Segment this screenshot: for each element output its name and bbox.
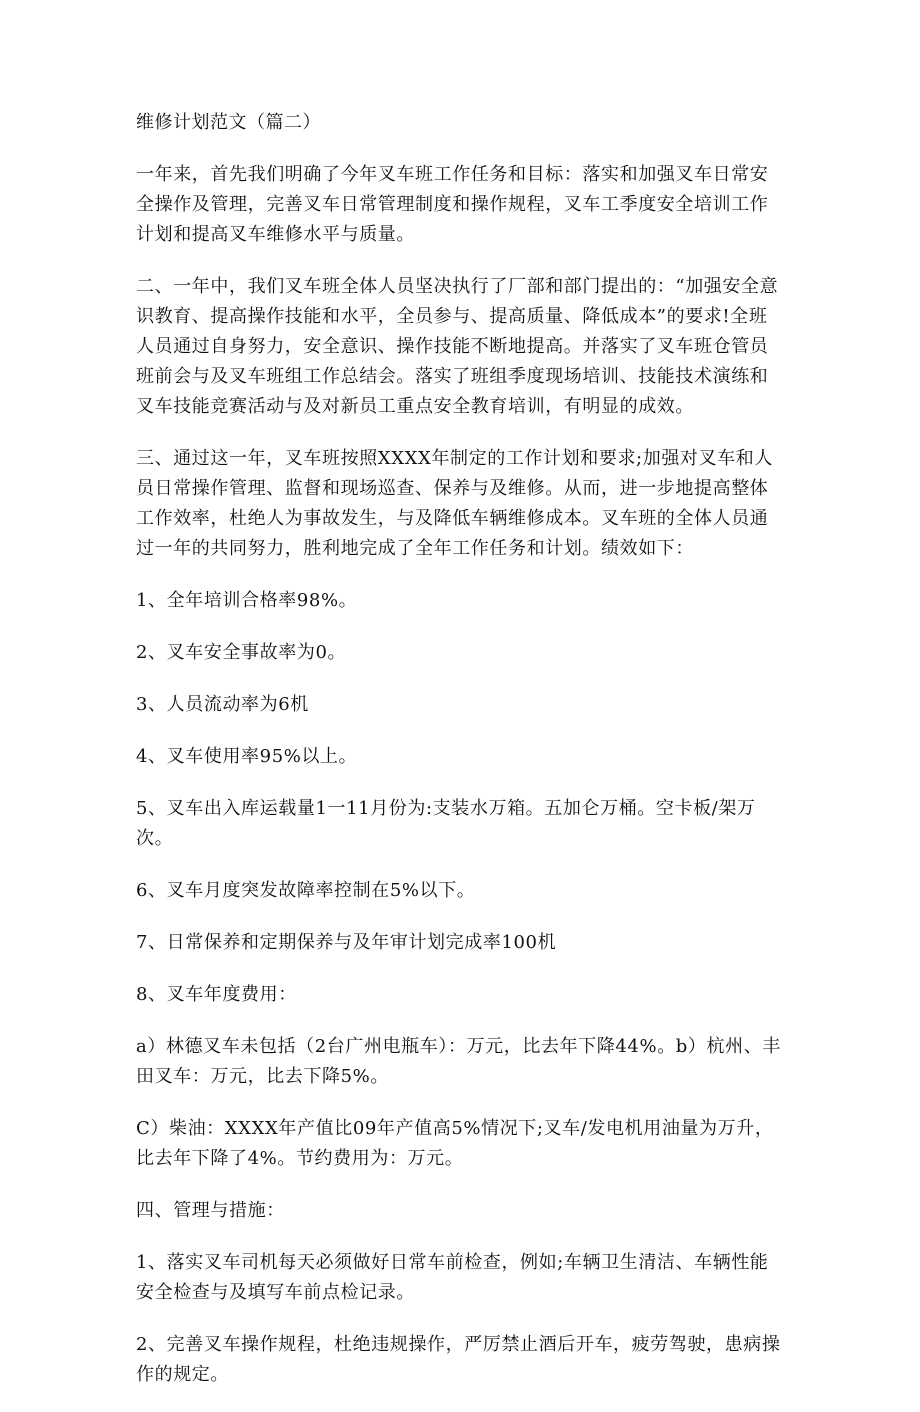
paragraph-section-two: 二、一年中，我们叉车班全体人员坚决执行了厂部和部门提出的：“加强安全意识教育、提高操作技能和水平，全员参与、提高质量、降低成本”的要求!全班人员通过自身努力，安全意识、操作技能不断地提高。并落实了叉车班仓管员班前会与及叉车班组工作总结会。落实了班组季度现场培训、技能技术演练和叉车技能竞赛活动与及对新员工重点安全教育培训，有明显的成效。 [136, 276, 779, 417]
performance-item-1: 1、全年培训合格率98%。 [136, 590, 358, 611]
performance-item-3: 3、人员流动率为6机 [136, 694, 309, 715]
cost-item-c: C）柴油：XXXX年产值比09年产值高5%情况下;叉车/发电机用油量为万升，比去年下降了4%。节约费用为：万元。 [136, 1118, 774, 1169]
measure-item-2: 2、完善叉车操作规程，杜绝违规操作，严厉禁止酒后开车，疲劳驾驶，患病操作的规定。 [136, 1334, 781, 1385]
performance-item-8: 8、叉车年度费用： [136, 984, 297, 1005]
performance-item-5: 5、叉车出入库运载量1一11月份为:支装水万箱。五加仑万桶。空卡板/架万次。 [136, 798, 756, 849]
performance-item-7: 7、日常保养和定期保养与及年审计划完成率100机 [136, 932, 557, 953]
performance-item-4: 4、叉车使用率95%以上。 [136, 746, 358, 767]
measure-item-1: 1、落实叉车司机每天必须做好日常车前检查，例如;车辆卫生清洁、车辆性能安全检查与及填写车前点检记录。 [136, 1252, 769, 1303]
cost-item-a-b: a）林德叉车未包括（2台广州电瓶车）：万元，比去年下降44%。b）杭州、丰田叉车：万元，比去下降5%。 [136, 1036, 781, 1087]
performance-item-2: 2、叉车安全事故率为0。 [136, 642, 347, 663]
paragraph-intro: 一年来，首先我们明确了今年叉车班工作任务和目标：落实和加强叉车日常安全操作及管理，完善叉车日常管理制度和操作规程，叉车工季度安全培训工作计划和提高叉车维修水平与质量。 [136, 164, 769, 245]
section-four-heading: 四、管理与措施： [136, 1200, 285, 1221]
document-title: 维修计划范文（篇二） [136, 112, 321, 133]
paragraph-section-three: 三、通过这一年，叉车班按照XXXX年制定的工作计划和要求;加强对叉车和人员日常操作管理、监督和现场巡查、保养与及维修。从而，进一步地提高整体工作效率，杜绝人为事故发生，与及降低车辆维修成本。叉车班的全体人员通过一年的共同努力，胜利地完成了全年工作任务和计划。绩效如下： [136, 448, 773, 559]
performance-item-6: 6、叉车月度突发故障率控制在5%以下。 [136, 880, 476, 901]
document-page [136, 108, 784, 1412]
